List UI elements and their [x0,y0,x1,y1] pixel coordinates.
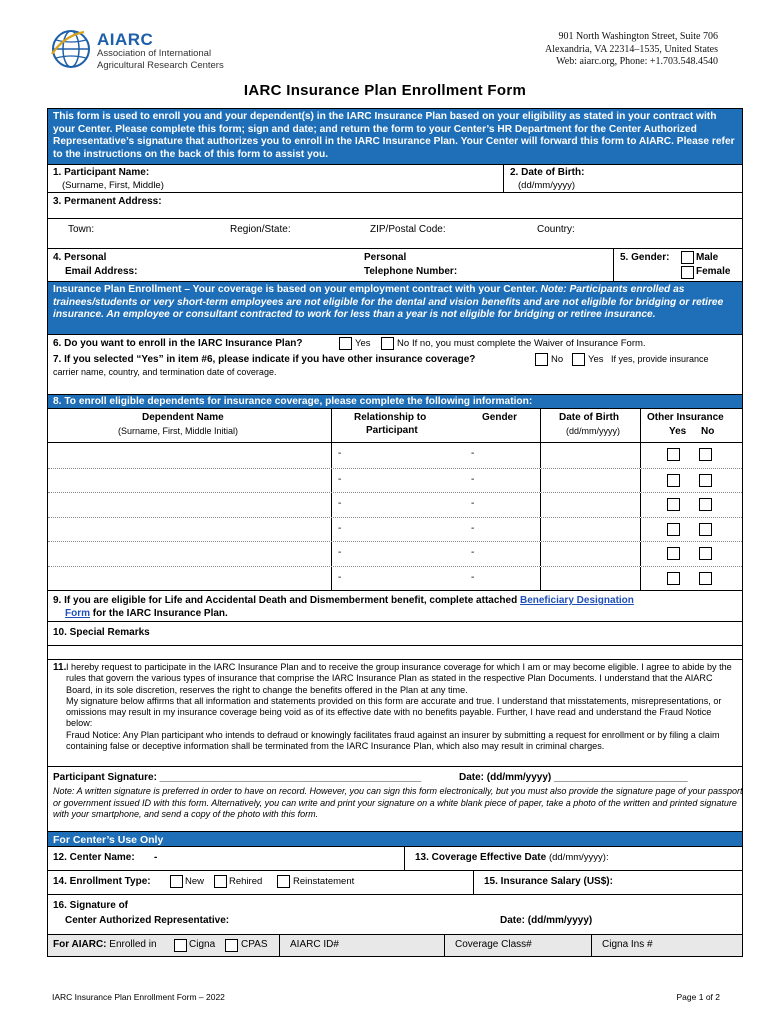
address-line-3: Web: aiarc.org, Phone: +1.703.548.4540 [556,56,718,67]
row-center-name [47,847,743,871]
dependent-dob-field[interactable] [540,469,640,493]
col-other-insurance: Other Insurance [647,412,724,423]
q11-text [66,662,738,752]
row-enrollment-type [47,871,743,895]
effective-date-label: 13. Coverage Effective Date [415,852,547,863]
row-special-remarks[interactable] [47,622,743,646]
dependent-name-field[interactable] [48,493,331,517]
other-insurance-cell [640,493,743,517]
row-address[interactable] [47,193,743,219]
gender-field[interactable] [461,567,540,591]
org-name-line-1: Association of International [97,48,212,59]
q7-no-checkbox[interactable] [535,353,548,366]
coverage-class-label: Coverage Class# [455,939,532,950]
q6-label: 6. Do you want to enroll in the IARC Insurance Plan? [53,338,303,349]
cigna-ins-label: Cigna Ins # [602,939,653,950]
footer-form-name: IARC Insurance Plan Enrollment Form – 2022 [52,992,225,1002]
page-number: Page 1 of 2 [676,992,720,1002]
dependents-header-row [47,409,743,443]
globe-icon [50,28,92,70]
col-other-insurance-cell [640,409,743,442]
q6-yes-checkbox[interactable] [339,337,352,350]
reinstatement-label: Reinstatement [293,876,355,887]
relationship-dash: - [338,522,342,534]
q9-text-2: for the IARC Insurance Plan. [92,608,228,619]
q6-note: If no, you must complete the Waiver of Insurance Form. [412,338,646,349]
email-label-2: Email Address: [65,266,138,277]
address-label: 3. Permanent Address: [53,196,162,207]
row-aiarc-use [47,935,743,957]
q11-para-3: Fraud Notice: Any Plan participant who intends to defraud or knowingly facilitates fraud against an insurer by submitting a request for enrollment or by filing a claim containing false or deceptive information shall be terminated from the IARC Insurance Plan, which also may result in criminal charges. [66,729,720,752]
other-insurance-no-checkbox[interactable] [699,547,712,560]
reinstatement-checkbox[interactable] [277,875,290,888]
participant-name-field[interactable] [280,183,500,193]
center-name-label: 12. Center Name: [53,852,135,863]
dependent-dob-field[interactable] [540,542,640,566]
center-use-heading: For Center’s Use Only [47,832,743,847]
rehired-checkbox[interactable] [214,875,227,888]
page-header [0,0,770,108]
q7-yes-label: Yes [588,354,604,365]
female-checkbox[interactable] [681,266,694,279]
row-town [47,219,743,249]
col-relationship-2: Participant [366,425,418,436]
dependent-dob-field[interactable] [540,518,640,542]
form-title: IARC Insurance Plan Enrollment Form [243,82,527,99]
page-footer [52,992,720,1002]
relationship-field[interactable] [331,567,461,591]
q6-no-checkbox[interactable] [381,337,394,350]
plan-heading-note: Note: Participants enrolled as trainees/students or very short-term employees are not eligible for the dental and vision benefits and are not eligible for bridging or retiree insurance. An employee or consultant contracted to work for less than a year is not eligible for bridging or retiree insurance. [53,284,724,321]
salary-label: 15. Insurance Salary (US$): [484,876,613,887]
gender-dash: - [471,522,475,534]
region-label: Region/State: [230,224,291,235]
enrolled-in-label: Enrolled in [109,939,157,950]
address-line-2: Alexandria, VA 22314–1535, United States [545,43,718,55]
other-insurance-cell [640,469,743,493]
signature-note: Note: A written signature is preferred in order to have on record. However, you can sign this form electronically, but you must also provide the signature page of your passport or government issued ID with this form. Alternatively, you can write and print your signature on a white blank piece of paper, take a photo of the written and printed signature with your smartphone, and send a copy of the photo with this form. [53,786,743,820]
q7-no-label: No [551,354,564,365]
cpas-label: CPAS [241,939,268,950]
effective-date-cell[interactable] [404,847,744,870]
col-dependent-name-hint: (Surname, First, Middle Initial) [118,426,239,436]
dependent-row [48,443,742,468]
country-label: Country: [537,224,575,235]
dependent-name-field[interactable] [48,518,331,542]
other-insurance-no-checkbox[interactable] [699,523,712,536]
enrollment-form [47,108,743,957]
org-name-line-2: Agricultural Research Centers [97,59,224,71]
plan-enrollment-heading [47,282,743,335]
phone-label-1: Personal [364,252,407,263]
dependents-heading: 8. To enroll eligible dependents for insurance coverage, please complete the following information: [47,395,743,409]
aiarc-id-label: AIARC ID# [290,939,339,950]
row-q11 [47,660,743,767]
dependent-dob-field[interactable] [540,493,640,517]
other-insurance-cell [640,518,743,542]
dob-cell[interactable] [503,165,743,192]
email-label-1: 4. Personal [53,252,107,263]
rep-signature-label-1: 16. Signature of [53,900,129,911]
aiarc-label: For AIARC: [53,939,107,950]
participant-name-hint: (Surname, First, Middle) [62,180,164,191]
q11-para-1: I hereby request to participate in the IARC Insurance Plan and to receive the group insurance coverage for which I am or may become eligible. I agree to abide by the rules that govern the various types of insurance that comprise the IARC Insurance Plan as stated in the respective Plan Documents. I understand that the AIARC Board, in its sole discretion, reserves the right to change the benefits offered in the Plan at any time. [66,662,732,695]
relationship-dash: - [338,571,342,583]
participant-signature-line[interactable]: Participant Signature: _______________________________________________ [53,772,422,783]
female-label: Female [696,266,731,277]
relationship-dash: - [338,547,342,558]
coverage-class-cell[interactable] [444,935,591,956]
col-dob: Date of Birth [559,412,619,423]
rehired-label: Rehired [229,876,263,887]
q7-yes-checkbox[interactable] [572,353,585,366]
dob-label: 2. Date of Birth: [510,167,585,178]
cigna-label: Cigna [189,939,216,950]
male-label: Male [696,252,719,263]
intro-text: This form is used to enroll you and your dependent(s) in the IARC Insurance Plan based on your eligibility as stated in your contract with your Center. Please complete this form; sign and date; and return the form to your Center’s HR Department for the Center Authorized Representative’s signature that authorizes you to enroll in the IARC Insurance Plan. Your Center will forward this form to AIARC. Please refer to the instructions on the back of this form to assist you. [47,108,743,165]
special-remarks-label: 10. Special Remarks [53,627,150,638]
other-insurance-yes-checkbox[interactable] [667,547,680,560]
dependent-name-field[interactable] [48,542,331,566]
row-signature [47,767,743,832]
col-gender: Gender [482,412,518,423]
other-insurance-no-checkbox[interactable] [699,474,712,487]
org-address [545,31,718,69]
q7-note: If yes, provide insurance [611,354,709,364]
rep-signature-field[interactable] [228,911,478,925]
other-insurance-yes-checkbox[interactable] [667,572,680,585]
cigna-ins-cell[interactable] [591,935,744,956]
q7-label: 7. If you selected “Yes” in item #6, please indicate if you have other insurance coverage? [53,354,476,365]
gender-dash: - [471,448,475,459]
relationship-field[interactable] [331,443,461,468]
row-contact [47,249,743,282]
cigna-checkbox[interactable] [174,939,187,952]
q6-no-label: No [397,338,410,349]
gender-dash: - [471,547,475,558]
relationship-field[interactable] [331,542,461,566]
row-q6-q7 [47,335,743,395]
col-relationship: Relationship to [354,412,427,423]
phone-label-2: Telephone Number: [364,266,458,277]
zip-label: ZIP/Postal Code: [370,224,446,235]
relationship-dash: - [338,473,342,485]
gender-dash: - [471,498,475,509]
dependent-row [48,492,742,517]
beneficiary-form-link-2[interactable]: Form [65,608,90,619]
q9-text: 9. If you are eligible for Life and Accidental Death and Dismemberment benefit, complete attached [53,595,518,606]
gender-dash: - [471,571,475,583]
other-insurance-yes-checkbox[interactable] [667,523,680,536]
dependent-dob-field[interactable] [540,443,640,468]
other-insurance-yes-checkbox[interactable] [667,448,680,461]
col-no: No [701,426,715,437]
gender-field[interactable] [461,493,540,517]
other-insurance-cell [640,542,743,566]
col-dependent-name: Dependent Name [142,412,224,423]
row-q9 [47,591,743,622]
gender-field[interactable] [461,443,540,468]
gender-dash: - [471,473,475,485]
other-insurance-yes-checkbox[interactable] [667,498,680,511]
q6-yes-label: Yes [355,338,371,349]
dependent-name-field[interactable] [48,567,331,591]
gender-field[interactable] [461,518,540,542]
dependent-row [48,566,742,591]
other-insurance-no-checkbox[interactable] [699,448,712,461]
dependent-name-field[interactable] [48,443,331,468]
dependent-row [48,517,742,542]
relationship-field[interactable] [331,469,461,493]
org-abbreviation: AIARC [97,30,154,49]
col-relationship-cell [331,409,461,442]
row-rep-signature [47,895,743,935]
org-full-name [97,48,247,71]
cpas-checkbox[interactable] [225,939,238,952]
gender-field[interactable] [461,469,540,493]
other-insurance-no-checkbox[interactable] [699,572,712,585]
beneficiary-form-link[interactable]: Beneficiary Designation [519,595,634,606]
signature-date-line[interactable]: Date: (dd/mm/yyyy) ________________________ [459,772,688,783]
row-name-dob [47,165,743,193]
other-insurance-cell [640,443,743,468]
row-remarks-space[interactable] [47,646,743,660]
effective-date-hint: (dd/mm/yyyy): [548,852,609,863]
col-yes: Yes [669,426,687,437]
aiarc-id-cell[interactable] [279,935,444,956]
dependents-table-body [47,443,743,591]
rep-signature-date[interactable]: Date: (dd/mm/yyyy) [500,915,593,926]
other-insurance-cell [640,567,743,591]
rep-signature-label-2: Center Authorized Representative: [65,915,230,926]
col-dob-cell [540,409,640,442]
q7-note-2: carrier name, country, and termination date of coverage. [53,367,277,377]
q11-para-2: My signature below affirms that all information and statements provided on this form are accurate and true. I understand that misstatements, misrepresentations, or omissions may result in my insurance coverage being void as of its effective date with no benefits payable. Further, I have read and understand the Fraud Notice below: [66,695,722,729]
new-checkbox[interactable] [170,875,183,888]
dependent-row [48,468,742,493]
gender-label: 5. Gender: [620,252,670,263]
other-insurance-yes-checkbox[interactable] [667,474,680,487]
center-name-value[interactable]: - [154,852,158,863]
address-line-1: 901 North Washington Street, Suite 706 [558,31,718,42]
plan-heading-main: Insurance Plan Enrollment – Your coverage is based on your employment contract with your Center. [53,284,538,295]
town-label: Town: [68,224,95,235]
new-label: New [185,876,205,887]
gender-cell [613,249,743,281]
enrollment-type-label: 14. Enrollment Type: [53,876,151,887]
dependent-dob-field[interactable] [540,567,640,591]
q11-number: 11. [53,662,67,673]
salary-cell[interactable] [473,871,744,894]
participant-name-label: 1. Participant Name: [53,167,150,178]
relationship-field[interactable] [331,493,461,517]
relationship-dash: - [338,498,342,509]
relationship-field[interactable] [331,518,461,542]
other-insurance-no-checkbox[interactable] [699,498,712,511]
dependent-row [48,541,742,566]
dependent-name-field[interactable] [48,469,331,493]
male-checkbox[interactable] [681,251,694,264]
col-gender-wrap [482,412,517,423]
col-dob-hint: (dd/mm/yyyy) [566,426,620,436]
relationship-dash: - [338,448,342,459]
dob-hint: (dd/mm/yyyy) [518,180,575,191]
gender-field[interactable] [461,542,540,566]
